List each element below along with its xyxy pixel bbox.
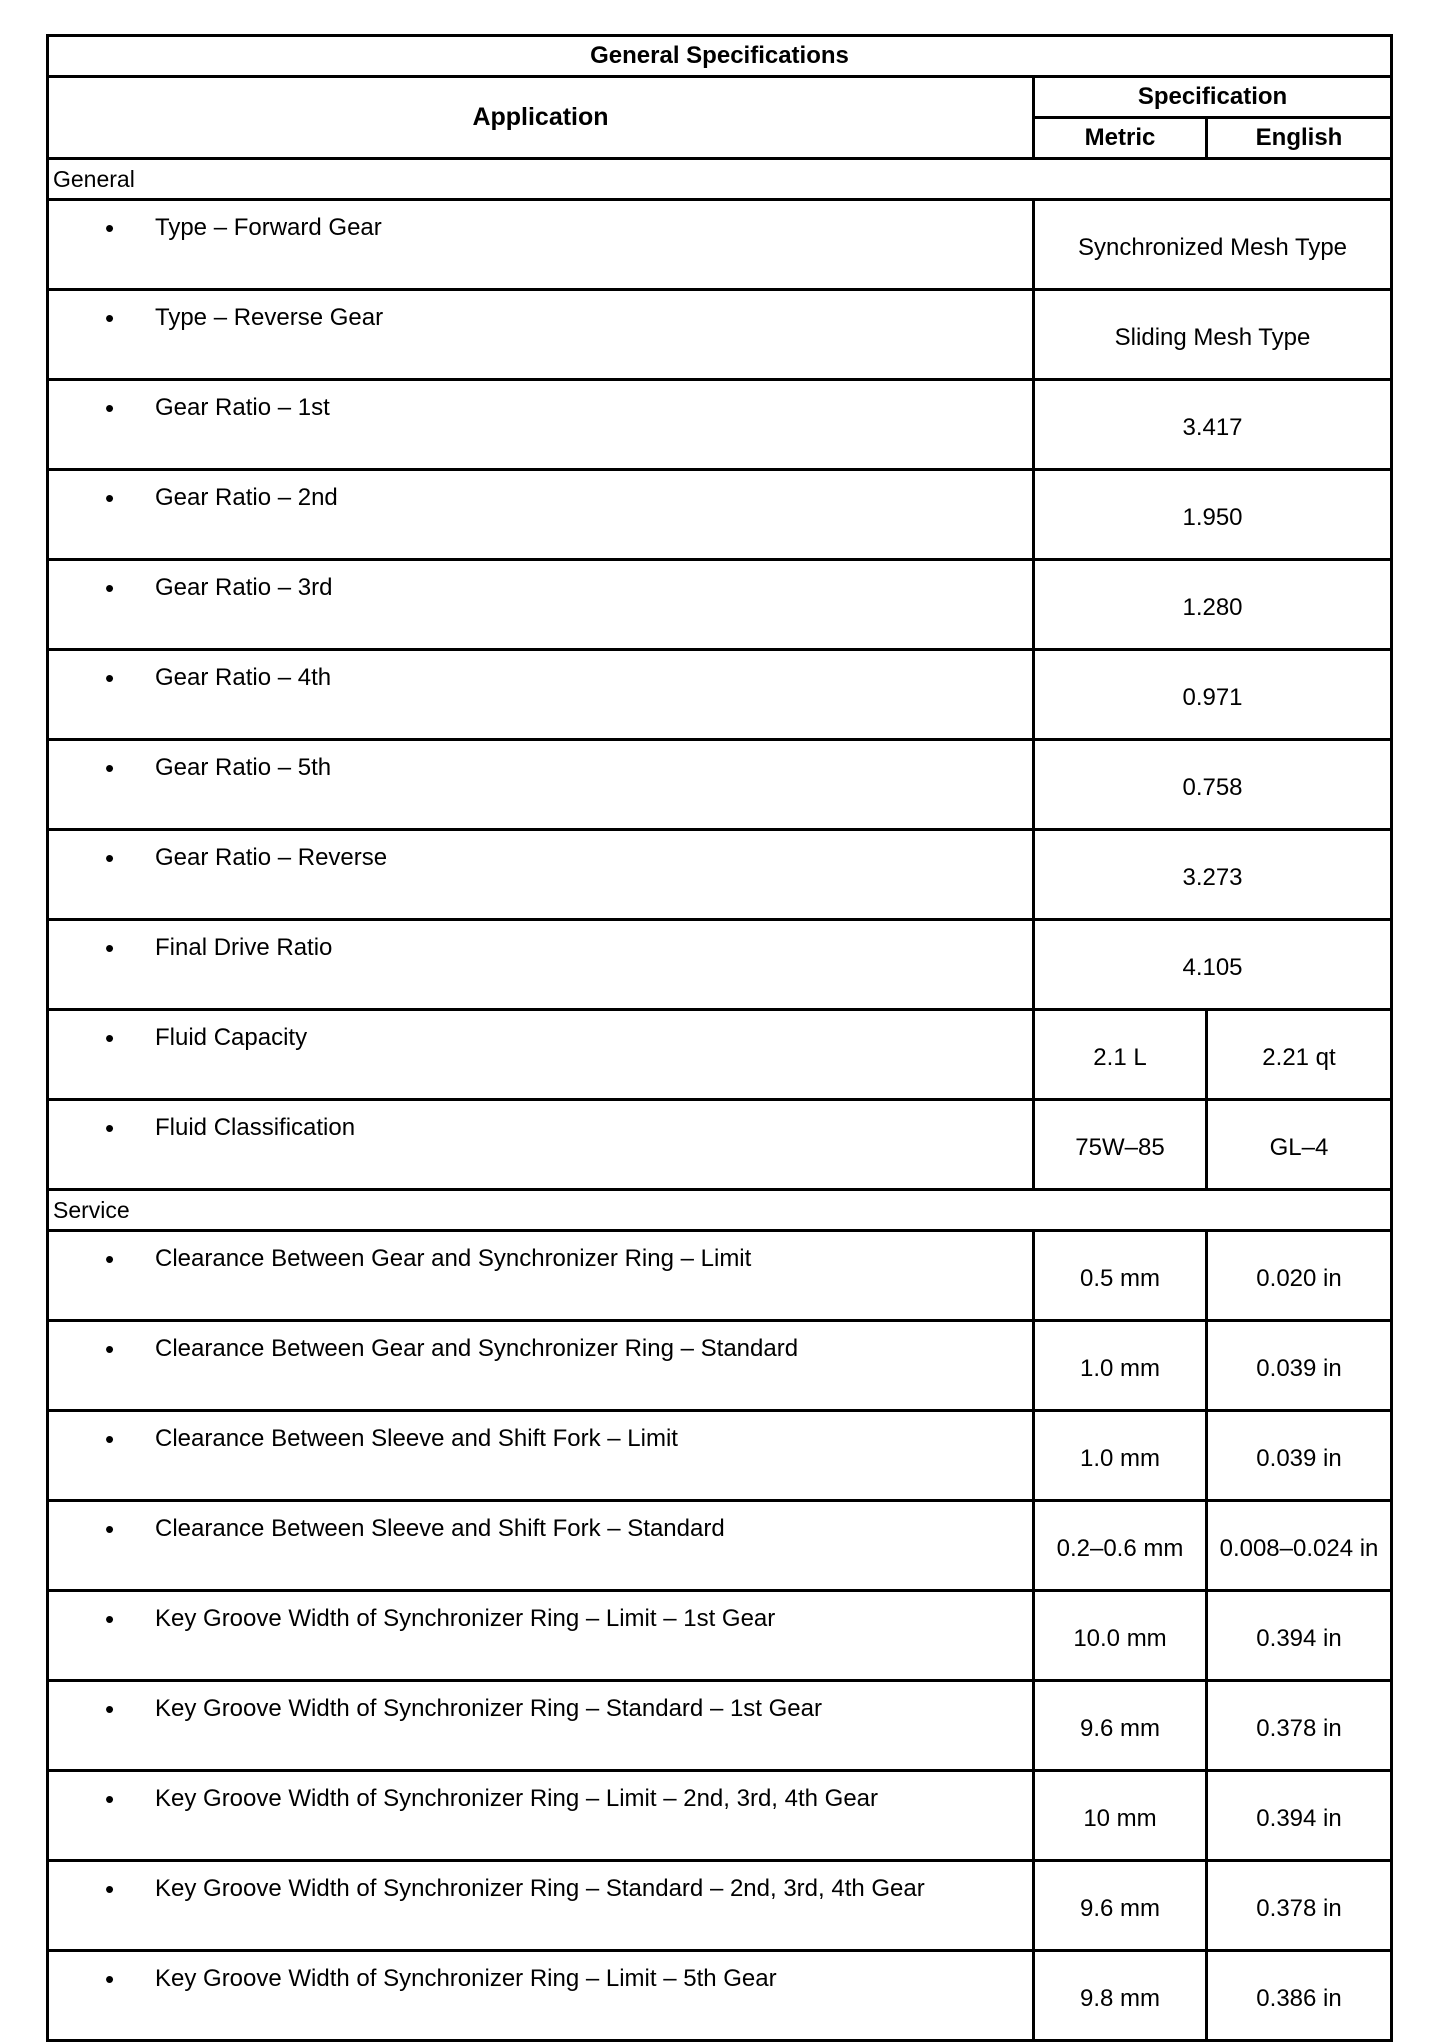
section-row [48, 159, 1392, 200]
application-cell [48, 1100, 1034, 1190]
metric-value: 0.2–0.6 mm [1034, 1501, 1207, 1591]
metric-value: 9.6 mm [1034, 1681, 1207, 1771]
table-row [48, 1591, 1392, 1681]
table-row [48, 1010, 1392, 1100]
application-cell [48, 1771, 1034, 1861]
bullet-icon: • [105, 483, 115, 513]
metric-value: 9.8 mm [1034, 1951, 1207, 2041]
table-row [48, 560, 1392, 650]
application-cell [48, 200, 1034, 290]
metric-value: 10 mm [1034, 1771, 1207, 1861]
english-value: 2.21 qt [1207, 1010, 1392, 1100]
english-value: 0.020 in [1207, 1231, 1392, 1321]
english-value: 0.378 in [1207, 1861, 1392, 1951]
specification-value: Synchronized Mesh Type [1034, 200, 1392, 290]
bullet-icon: • [105, 573, 115, 603]
row-label: Clearance Between Gear and Synchronizer Ring – Standard [155, 1335, 799, 1362]
specification-header: Specification [1034, 77, 1392, 118]
table-row [48, 1861, 1392, 1951]
row-label: Gear Ratio – 4th [155, 664, 332, 691]
specification-value: 3.273 [1034, 830, 1392, 920]
metric-value: 1.0 mm [1034, 1411, 1207, 1501]
row-label: Key Groove Width of Synchronizer Ring – Standard – 2nd, 3rd, 4th Gear [155, 1875, 925, 1902]
application-cell [48, 1231, 1034, 1321]
row-label: Clearance Between Sleeve and Shift Fork – Limit [155, 1425, 678, 1452]
application-cell [48, 1861, 1034, 1951]
row-label: Type – Forward Gear [155, 214, 382, 241]
row-label: Gear Ratio – 2nd [155, 484, 338, 511]
bullet-icon: • [105, 663, 115, 693]
bullet-icon: • [105, 1244, 115, 1274]
row-label: Clearance Between Gear and Synchronizer Ring – Limit [155, 1245, 752, 1272]
application-cell [48, 560, 1034, 650]
application-cell [48, 470, 1034, 560]
row-label: Gear Ratio – Reverse [155, 844, 388, 871]
section-row [48, 1190, 1392, 1231]
english-value: 0.008–0.024 in [1207, 1501, 1392, 1591]
metric-header: Metric [1034, 118, 1207, 159]
table-row [48, 1411, 1392, 1501]
row-label: Key Groove Width of Synchronizer Ring – Limit – 2nd, 3rd, 4th Gear [155, 1785, 879, 1812]
specification-value: 0.758 [1034, 740, 1392, 830]
application-cell [48, 1010, 1034, 1100]
bullet-icon: • [105, 1023, 115, 1053]
specifications-table [46, 34, 1393, 2042]
row-label: Fluid Capacity [155, 1024, 308, 1051]
english-header: English [1207, 118, 1392, 159]
table-row [48, 1321, 1392, 1411]
english-value: 0.039 in [1207, 1411, 1392, 1501]
application-cell [48, 830, 1034, 920]
table-row [48, 740, 1392, 830]
english-value: 0.386 in [1207, 1951, 1392, 2041]
table-row [48, 650, 1392, 740]
bullet-icon: • [105, 1334, 115, 1364]
bullet-icon: • [105, 1113, 115, 1143]
row-label: Key Groove Width of Synchronizer Ring – Limit – 1st Gear [155, 1605, 776, 1632]
bullet-icon: • [105, 393, 115, 423]
bullet-icon: • [105, 1514, 115, 1544]
bullet-icon: • [105, 1424, 115, 1454]
specification-value: 1.280 [1034, 560, 1392, 650]
table-row [48, 290, 1392, 380]
specification-value: 1.950 [1034, 470, 1392, 560]
section-title: Service [48, 1190, 1392, 1231]
specification-value: Sliding Mesh Type [1034, 290, 1392, 380]
bullet-icon: • [105, 1964, 115, 1994]
application-cell [48, 1681, 1034, 1771]
table-row [48, 1951, 1392, 2041]
row-label: Key Groove Width of Synchronizer Ring – Standard – 1st Gear [155, 1695, 822, 1722]
table-row [48, 1231, 1392, 1321]
row-label: Fluid Classification [155, 1114, 356, 1141]
bullet-icon: • [105, 303, 115, 333]
bullet-icon: • [105, 1604, 115, 1634]
row-label: Gear Ratio – 5th [155, 754, 332, 781]
application-cell [48, 1411, 1034, 1501]
bullet-icon: • [105, 843, 115, 873]
english-value: 0.394 in [1207, 1591, 1392, 1681]
application-cell [48, 920, 1034, 1010]
specification-value: 0.971 [1034, 650, 1392, 740]
bullet-icon: • [105, 753, 115, 783]
application-cell [48, 1321, 1034, 1411]
table-title: General Specifications [48, 36, 1392, 77]
row-label: Gear Ratio – 3rd [155, 574, 333, 601]
table-row [48, 920, 1392, 1010]
table-row [48, 1100, 1392, 1190]
bullet-icon: • [105, 1694, 115, 1724]
metric-value: 0.5 mm [1034, 1231, 1207, 1321]
table-row [48, 380, 1392, 470]
metric-value: 1.0 mm [1034, 1321, 1207, 1411]
application-cell [48, 290, 1034, 380]
table-body [48, 159, 1392, 2041]
table-row [48, 1501, 1392, 1591]
english-value: GL–4 [1207, 1100, 1392, 1190]
table-row [48, 1681, 1392, 1771]
row-label: Type – Reverse Gear [155, 304, 384, 331]
metric-value: 9.6 mm [1034, 1861, 1207, 1951]
application-cell [48, 380, 1034, 470]
application-cell [48, 1591, 1034, 1681]
english-value: 0.039 in [1207, 1321, 1392, 1411]
application-cell [48, 1951, 1034, 2041]
metric-value: 10.0 mm [1034, 1591, 1207, 1681]
metric-value: 2.1 L [1034, 1010, 1207, 1100]
bullet-icon: • [105, 933, 115, 963]
row-label: Gear Ratio – 1st [155, 394, 330, 421]
application-cell [48, 1501, 1034, 1591]
section-title: General [48, 159, 1392, 200]
specification-value: 3.417 [1034, 380, 1392, 470]
table-row [48, 1771, 1392, 1861]
english-value: 0.394 in [1207, 1771, 1392, 1861]
table-row [48, 200, 1392, 290]
english-value: 0.378 in [1207, 1681, 1392, 1771]
metric-value: 75W–85 [1034, 1100, 1207, 1190]
specification-value: 4.105 [1034, 920, 1392, 1010]
application-header: Application [48, 77, 1034, 159]
bullet-icon: • [105, 213, 115, 243]
application-cell [48, 650, 1034, 740]
application-cell [48, 740, 1034, 830]
bullet-icon: • [105, 1874, 115, 1904]
table-row [48, 470, 1392, 560]
row-label: Key Groove Width of Synchronizer Ring – Limit – 5th Gear [155, 1965, 777, 1992]
row-label: Final Drive Ratio [155, 934, 333, 961]
row-label: Clearance Between Sleeve and Shift Fork – Standard [155, 1515, 725, 1542]
table-row [48, 830, 1392, 920]
bullet-icon: • [105, 1784, 115, 1814]
